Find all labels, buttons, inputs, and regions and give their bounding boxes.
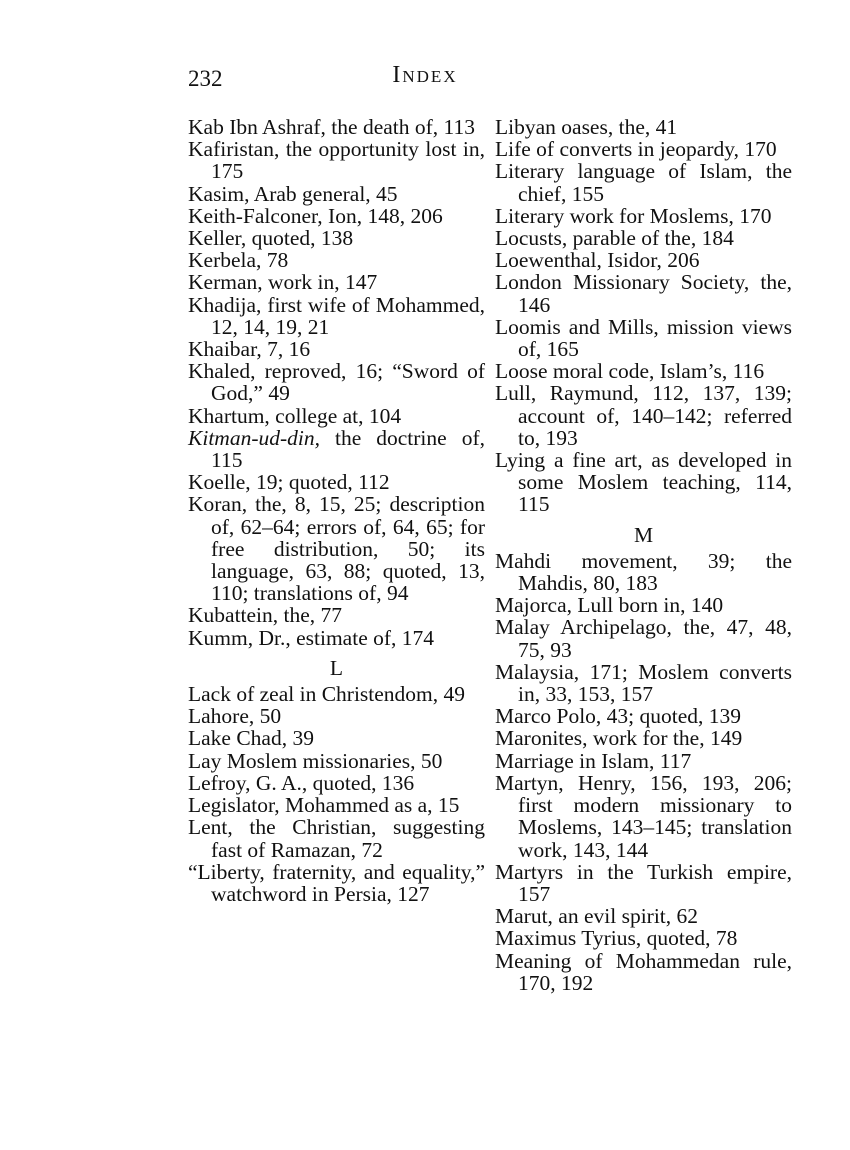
index-entry: London Missionary Society, the, 146 xyxy=(495,270,792,317)
page-number: 232 xyxy=(188,66,223,91)
index-entry: Literary language of Islam, the chief, 155 xyxy=(495,159,792,206)
index-entry: Kubattein, the, 77 xyxy=(188,603,343,628)
index-entry: Legislator, Mohammed as a, 15 xyxy=(188,793,460,818)
index-entry: Lay Moslem missionaries, 50 xyxy=(188,748,443,773)
index-entry: Lefroy, G. A., quoted, 136 xyxy=(188,770,415,795)
index-entry: Koelle, 19; quoted, 112 xyxy=(188,470,390,495)
index-entry-text: the doctrine of, 115 xyxy=(211,425,485,473)
index-entry: Libyan oases, the, 41 xyxy=(495,115,678,139)
index-entry: Loose moral code, Islam’s, 116 xyxy=(495,359,765,384)
index-entry: Malay Archipelago, the, 47, 48, 75, 93 xyxy=(495,615,792,662)
index-entry: Lying a fine art, as developed in some Moslem teaching, 114, 115 xyxy=(495,448,792,517)
index-entry: Mahdi movement, 39; the Mahdis, 80, 183 xyxy=(495,548,792,596)
index-entry: Maximus Tyrius, quoted, 78 xyxy=(495,926,738,951)
index-entry: Life of converts in jeopardy, 170 xyxy=(495,137,777,162)
index-entry: Loomis and Mills, mission views of, 165 xyxy=(495,314,792,362)
index-entry xyxy=(188,427,485,471)
index-entry: Martyn, Henry, 156, 193, 206; first modern missionary to Moslems, 143–145; translation work, 143, 144 xyxy=(495,770,792,862)
index-entry: Khadija, first wife of Mohammed, 12, 14, 19, 21 xyxy=(188,292,485,339)
index-entry: Keller, quoted, 138 xyxy=(188,226,354,251)
index-entry: Kafiristan, the opportunity lost in, 175 xyxy=(188,137,485,184)
index-entry: Keith-Falconer, Ion, 148, 206 xyxy=(188,203,443,228)
index-entry: Khaibar, 7, 16 xyxy=(188,337,311,362)
index-entry: Kumm, Dr., estimate of, 174 xyxy=(188,625,435,650)
index-entry: Kerbela, 78 xyxy=(188,248,289,273)
index-entry: Martyrs in the Turkish empire, 157 xyxy=(495,859,792,906)
index-entry: Lent, the Christian, suggesting fast of Ramazan, 72 xyxy=(188,815,485,862)
index-entry: Kab Ibn Ashraf, the death of, 113 xyxy=(188,115,475,139)
index-entry: Kasim, Arab general, 45 xyxy=(188,181,398,206)
index-entry: Maronites, work for the, 149 xyxy=(495,726,743,751)
index-entry: Lahore, 50 xyxy=(188,704,282,729)
index-entry: Marco Polo, 43; quoted, 139 xyxy=(495,704,742,729)
index-entry: Lack of zeal in Christendom, 49 xyxy=(188,682,466,707)
index-entry: Marriage in Islam, 117 xyxy=(495,748,692,773)
index-entry: Kerman, work in, 147 xyxy=(188,270,378,295)
index-column-left xyxy=(188,116,485,905)
index-entry: Literary work for Moslems, 170 xyxy=(495,203,772,228)
letter-heading-m: M xyxy=(633,522,654,547)
letter-heading-l: L xyxy=(329,655,344,680)
index-entry: Loewenthal, Isidor, 206 xyxy=(495,248,700,273)
index-entry: Meaning of Mohammedan rule, 170, 192 xyxy=(495,948,792,995)
index-term-italic: Kitman-ud-din, xyxy=(188,425,320,450)
index-entry: Malaysia, 171; Moslem converts in, 33, 153, 157 xyxy=(495,659,792,707)
index-entry: Koran, the, 8, 15, 25; description of, 62–64; errors of, 64, 65; for free distribution, 50; its language, 63, 88; quoted, 13, 110; translations of, 94 xyxy=(188,492,485,606)
index-entry: Khaled, reproved, 16; “Sword of God,” 49 xyxy=(188,359,485,406)
index-entry: Khartum, college at, 104 xyxy=(188,403,402,428)
index-column-right xyxy=(495,116,792,994)
running-head: Index xyxy=(392,62,458,88)
index-entry: “Liberty, fraternity, and equality,” watchword in Persia, 127 xyxy=(188,859,485,906)
index-entry: Majorca, Lull born in, 140 xyxy=(495,593,724,618)
index-entry: Lull, Raymund, 112, 137, 139; account of, 140–142; referred to, 193 xyxy=(495,381,792,450)
index-entry: Marut, an evil spirit, 62 xyxy=(495,904,699,929)
index-entry: Lake Chad, 39 xyxy=(188,726,314,751)
index-entry: Locusts, parable of the, 184 xyxy=(495,226,734,251)
